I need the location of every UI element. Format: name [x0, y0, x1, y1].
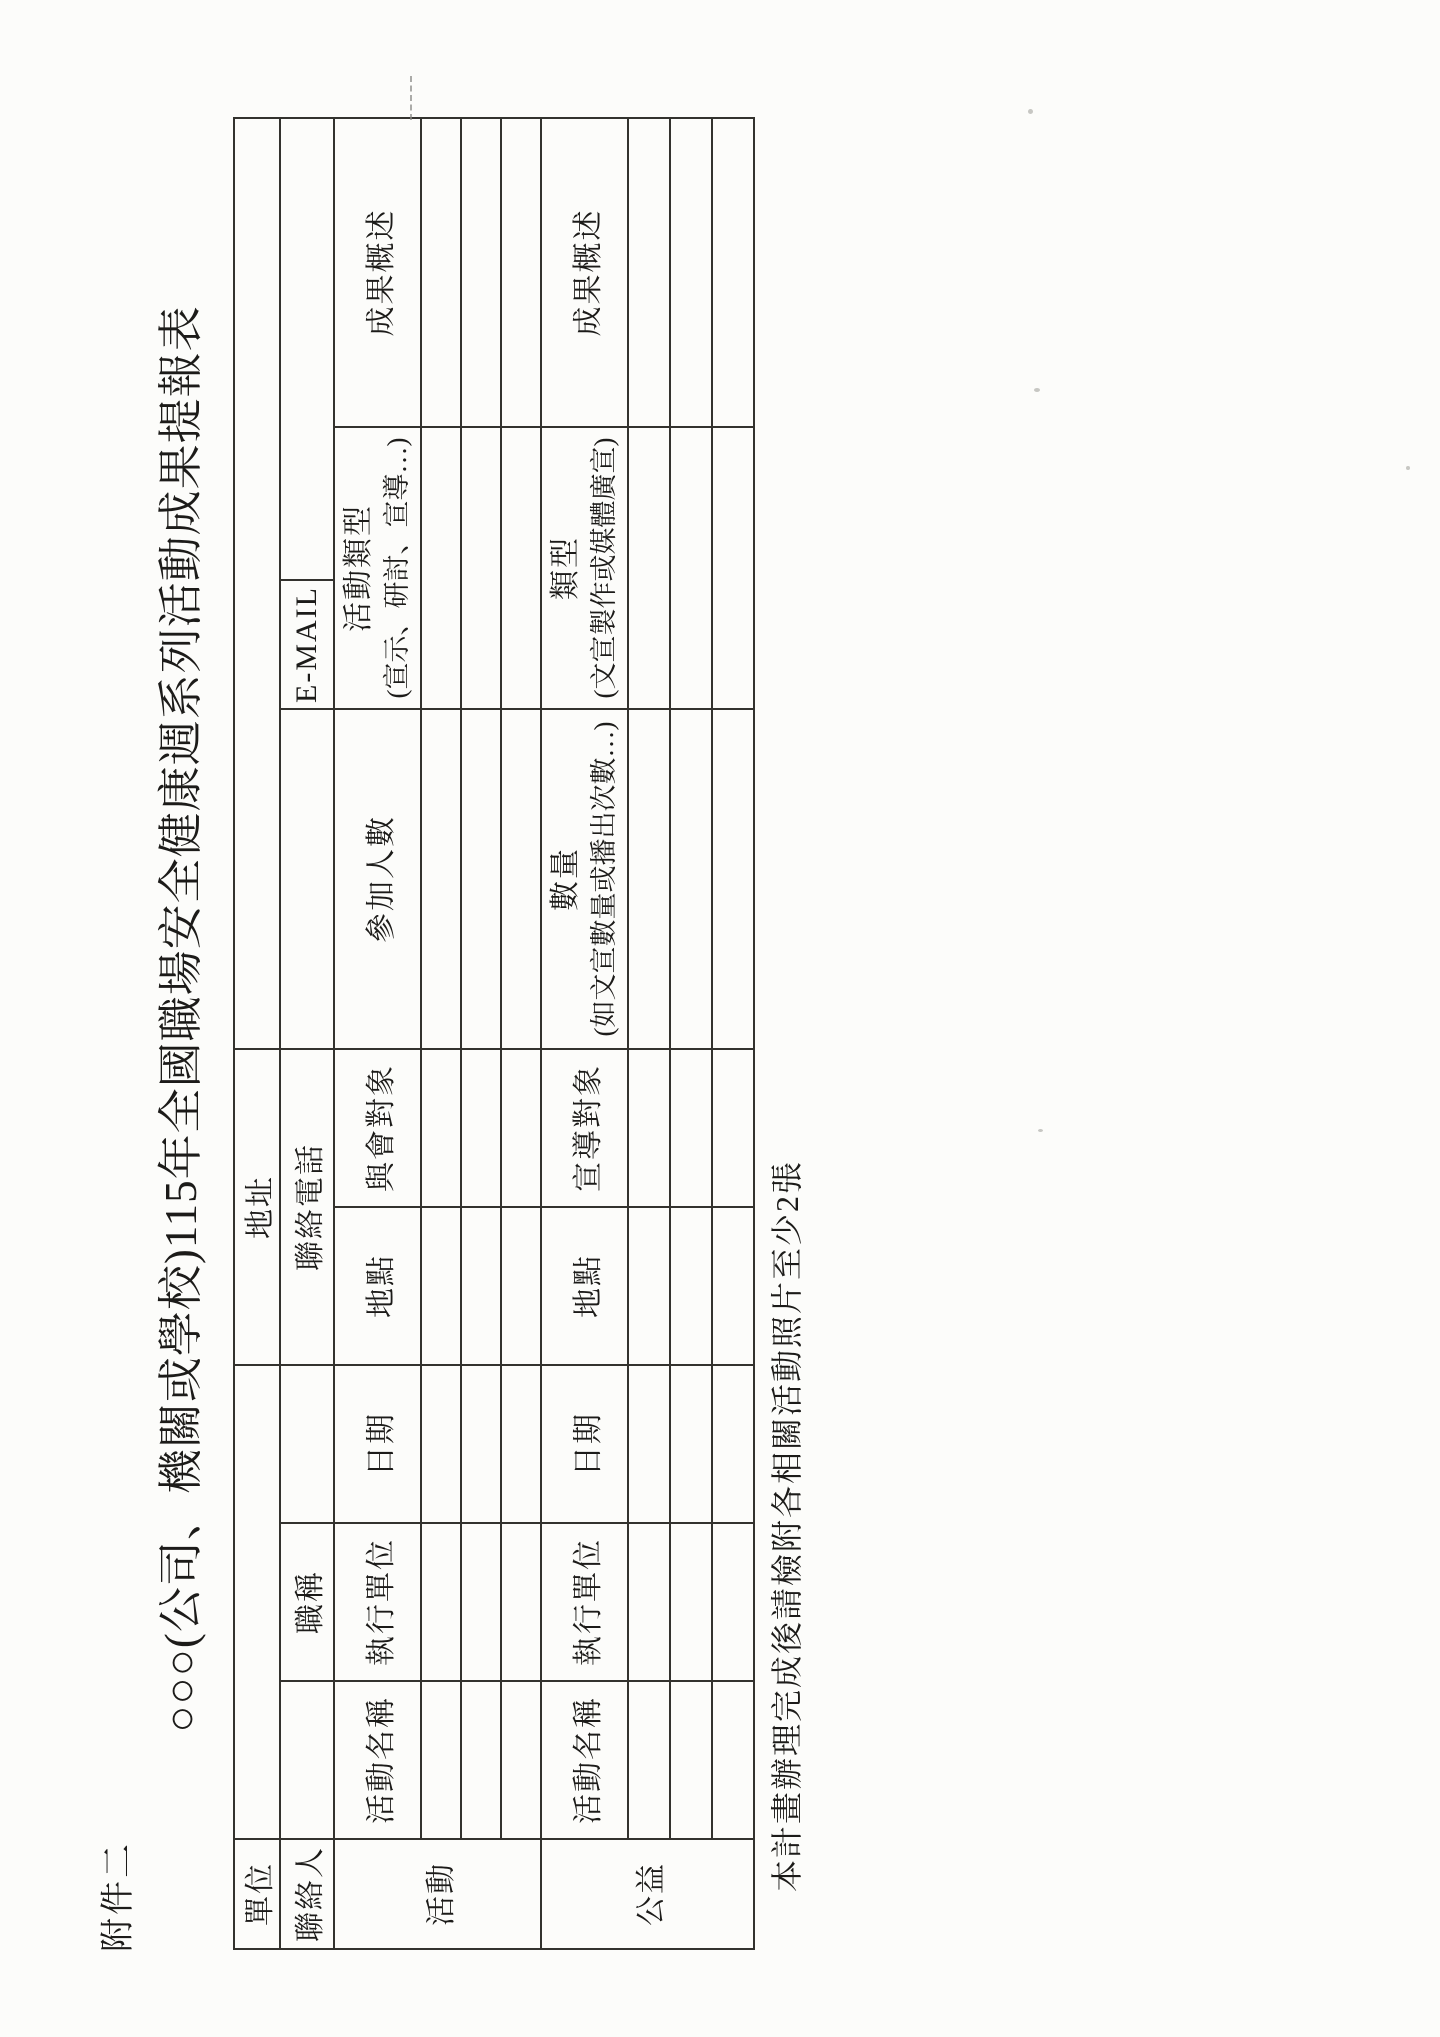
- blank-cell: [461, 118, 501, 427]
- unit-value-cell: [234, 1365, 280, 1839]
- footer-note: 本計畫辦理完成後請檢附各相關活動照片至少2張: [769, 1159, 805, 1892]
- charity-quantity-header: [541, 709, 628, 1049]
- activity-blank-row: [421, 118, 461, 1949]
- charity-blank-row: [670, 118, 712, 1949]
- unit-label-cell: 單位: [234, 1839, 280, 1949]
- blank-cell: [670, 1049, 712, 1207]
- page-title: ○○○(公司、機關或學校)115年全國職場安全健康週系列活動成果提報表: [156, 305, 206, 1733]
- blank-cell: [501, 709, 541, 1049]
- blank-cell: [712, 1207, 754, 1365]
- attachment-label: 附件二: [100, 1841, 137, 1952]
- activity-header-row: [334, 118, 421, 1949]
- charity-header-row: [541, 118, 628, 1949]
- scan-artifact-line: [410, 76, 412, 120]
- scan-speck: [1406, 466, 1410, 470]
- activity-type-header-note: (宣示、研討、宣導…): [381, 437, 412, 699]
- job-title-value-cell: [280, 1365, 334, 1523]
- blank-cell: [461, 1049, 501, 1207]
- charity-blank-row: [628, 118, 670, 1949]
- activity-place-header: 地點: [334, 1207, 421, 1365]
- blank-cell: [421, 1681, 461, 1839]
- blank-cell: [628, 118, 670, 427]
- unit-row: [234, 118, 280, 1949]
- activity-section-label: 活動: [334, 1839, 541, 1949]
- blank-cell: [501, 118, 541, 427]
- activity-type-header-main: 活動類型: [342, 503, 376, 632]
- blank-cell: [461, 1365, 501, 1523]
- phone-value-cell: [280, 709, 334, 1049]
- blank-cell: [461, 1681, 501, 1839]
- address-label-cell: 地址: [234, 1049, 280, 1365]
- charity-target-header: 宣導對象: [541, 1049, 628, 1207]
- blank-cell: [712, 118, 754, 427]
- activity-result-header: 成果概述: [334, 118, 421, 427]
- activity-audience-header: 與會對象: [334, 1049, 421, 1207]
- blank-cell: [670, 1681, 712, 1839]
- blank-cell: [421, 1365, 461, 1523]
- blank-cell: [712, 709, 754, 1049]
- blank-cell: [501, 1681, 541, 1839]
- blank-cell: [501, 1049, 541, 1207]
- blank-cell: [670, 1523, 712, 1681]
- blank-cell: [712, 1681, 754, 1839]
- email-value-cell: [280, 118, 334, 580]
- blank-cell: [461, 1207, 501, 1365]
- blank-cell: [421, 1523, 461, 1681]
- blank-cell: [501, 427, 541, 709]
- charity-quantity-header-note: (如文宣數量或播出次數…): [588, 721, 619, 1037]
- blank-cell: [421, 427, 461, 709]
- charity-result-header: 成果概述: [541, 118, 628, 427]
- blank-cell: [628, 1365, 670, 1523]
- scan-speck: [1038, 1129, 1043, 1132]
- blank-cell: [712, 1523, 754, 1681]
- blank-cell: [670, 118, 712, 427]
- report-table: [233, 117, 755, 1950]
- contact-row: [280, 118, 334, 1949]
- blank-cell: [628, 1207, 670, 1365]
- blank-cell: [628, 1523, 670, 1681]
- activity-blank-row: [501, 118, 541, 1949]
- blank-cell: [501, 1207, 541, 1365]
- charity-executor-header: 執行單位: [541, 1523, 628, 1681]
- email-label-cell: E-MAIL: [280, 580, 334, 709]
- blank-cell: [712, 1365, 754, 1523]
- blank-cell: [628, 427, 670, 709]
- charity-date-header: 日期: [541, 1365, 628, 1523]
- charity-type-header: [541, 427, 628, 709]
- activity-date-header: 日期: [334, 1365, 421, 1523]
- charity-type-header-main: 類型: [549, 535, 583, 600]
- blank-cell: [670, 709, 712, 1049]
- charity-quantity-header-main: 數量: [549, 846, 583, 911]
- blank-cell: [421, 1207, 461, 1365]
- blank-cell: [670, 427, 712, 709]
- blank-cell: [461, 709, 501, 1049]
- phone-label-cell: 聯絡電話: [280, 1049, 334, 1365]
- charity-blank-row: [712, 118, 754, 1949]
- activity-participants-header: 參加人數: [334, 709, 421, 1049]
- charity-name-header: 活動名稱: [541, 1681, 628, 1839]
- blank-cell: [712, 1049, 754, 1207]
- blank-cell: [421, 709, 461, 1049]
- blank-cell: [421, 1049, 461, 1207]
- blank-cell: [670, 1207, 712, 1365]
- blank-cell: [628, 1681, 670, 1839]
- scan-speck: [1034, 388, 1040, 392]
- charity-section-label: 公益: [541, 1839, 754, 1949]
- blank-cell: [670, 1365, 712, 1523]
- blank-cell: [461, 427, 501, 709]
- blank-cell: [628, 709, 670, 1049]
- activity-name-header: 活動名稱: [334, 1681, 421, 1839]
- activity-type-header: [334, 427, 421, 709]
- charity-type-header-note: (文宣製作或媒體廣宣): [588, 437, 619, 699]
- charity-place-header: 地點: [541, 1207, 628, 1365]
- blank-cell: [501, 1365, 541, 1523]
- blank-cell: [712, 427, 754, 709]
- contact-value-cell: [280, 1681, 334, 1839]
- activity-executor-header: 執行單位: [334, 1523, 421, 1681]
- activity-blank-row: [461, 118, 501, 1949]
- address-value-cell: [234, 118, 280, 1049]
- blank-cell: [501, 1523, 541, 1681]
- job-title-label-cell: 職稱: [280, 1523, 334, 1681]
- blank-cell: [461, 1523, 501, 1681]
- blank-cell: [628, 1049, 670, 1207]
- scan-speck: [1028, 109, 1033, 114]
- contact-label-cell: 聯絡人: [280, 1839, 334, 1949]
- blank-cell: [421, 118, 461, 427]
